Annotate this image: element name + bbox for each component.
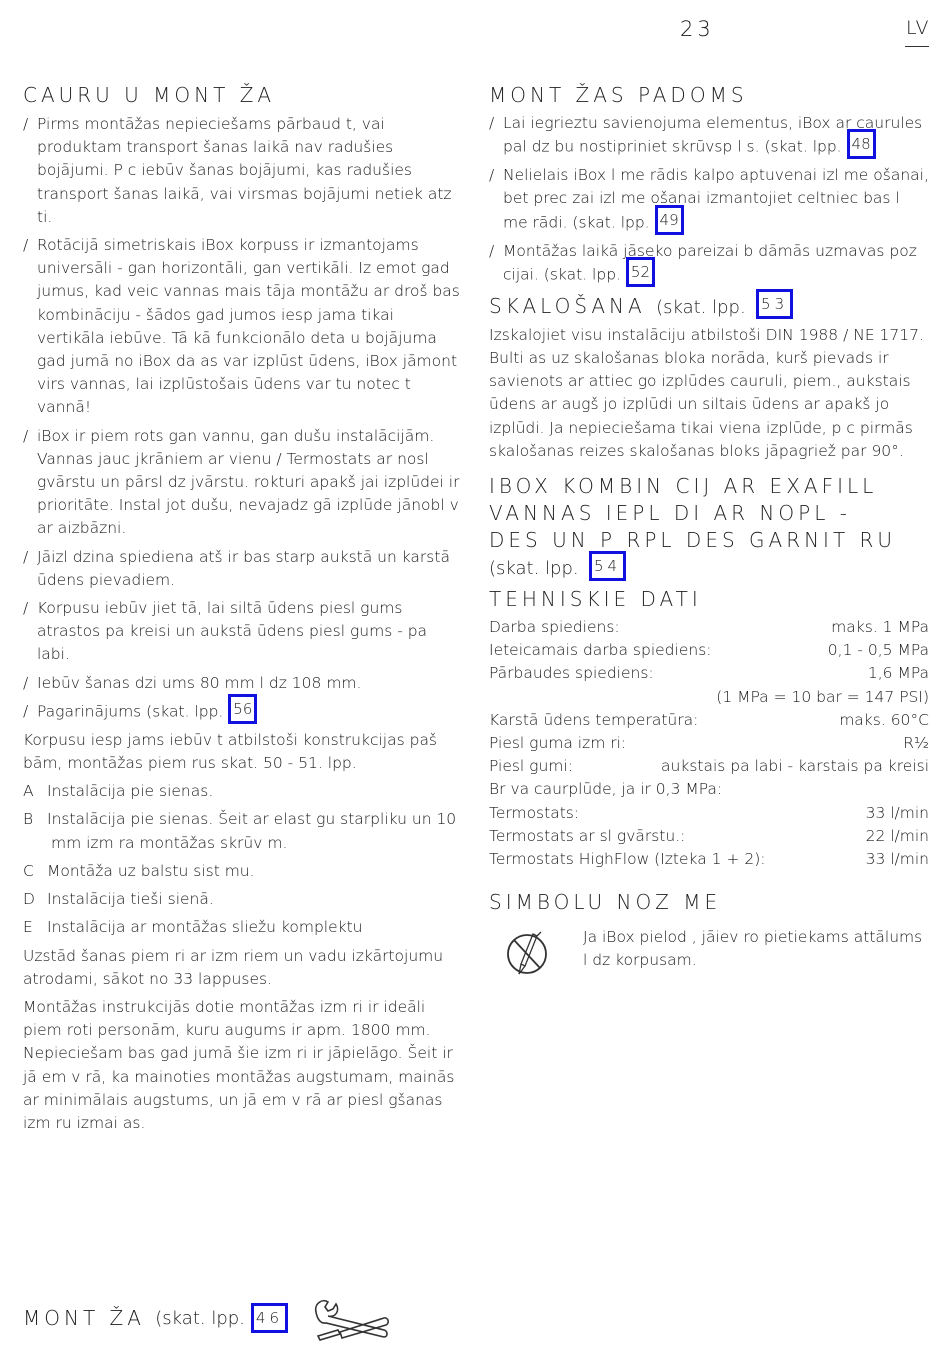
table-row: (1 MPa = 10 bar = 147 PSI) (716, 687, 929, 706)
footer-section-title: MONT ŽA (skat. lpp. 46 (23, 1303, 288, 1333)
list-item: / Korpusu iebūv jiet tā, lai siltā ūdens piesl gums atrastos pa kreisi un aukstā ūdens piesl gums - pa labi. (23, 599, 428, 664)
page-ref-link[interactable]: 46 (251, 1303, 288, 1333)
table-row: Termostats HighFlow (Izteka 1 + 2): 33 l/min (489, 850, 929, 869)
table-row: Termostats ar sl gvārstu.: 22 l/min (489, 826, 929, 845)
option-e: E Instalācija ar montāžas sliežu komplektu (23, 918, 363, 937)
option-c: C Montāža uz balstu sist mu. (23, 861, 255, 880)
list-item: / Iebūv šanas dzi ums 80 mm l dz 108 mm. (23, 673, 362, 692)
section-title-pipe-installation: CAURU U MONT ŽA (23, 83, 276, 107)
paragraph: Uzstād šanas piem ri ar izm riem un vadu izkārtojumu atrodami, sākot no 33 lappuses. (23, 946, 444, 988)
symbol-description: Ja iBox pielod , jāiev ro pietiekams attālums l dz korpusam. (583, 928, 923, 970)
section-title-combination: IBOX KOMBIN CIJ AR EXAFILL VANNAS IEPL DI AR NOPL - DES UN P RPL DES GARNIT RU (skat. lpp. 54 (489, 474, 897, 580)
language-code: LV (906, 17, 930, 39)
section-title-flushing: SKALOŠANA (skat. lpp. 53 (489, 293, 929, 321)
table-row: Piesl gumi: aukstais pa labi - karstais pa kreisi (489, 757, 929, 776)
page-ref-link[interactable]: 49 (655, 205, 684, 235)
right-column (489, 82, 929, 984)
section-title-symbols: SIMBOLU NOZ ME (489, 890, 722, 915)
table-row: Darba spiediens: maks. 1 MPa (489, 618, 929, 637)
list-item: / iBox ir piem rots gan vannu, gan dušu instalācijām. Vannas jauc jkrāniem ar vienu / Termostats ar nosl gvārstu un pārsl dz jvārstu. rokturi apakš jai izplūdei ir prioritāte. Instal jot dušu, nevajadz gā izplūde jānobl v ar aizbāzni. (23, 426, 460, 538)
paragraph: Korpusu iesp jams iebūv t atbilstoši konstrukcijas paš bām, montāžas piem rus skat. 50 - 51. lpp. (23, 730, 438, 773)
technical-data-table (489, 616, 929, 871)
list-item: / Montāžas laikā jāseko pareizai b dāmās uzmavas poz cijai. (skat. lpp. 52 (489, 240, 929, 287)
left-column (23, 82, 460, 1140)
table-row: Ieteicamais darba spiediens: 0,1 - 0,5 MPa (489, 641, 929, 660)
table-row: Piesl guma izm ri: R½ (489, 734, 929, 753)
page-ref-link[interactable]: 54 (589, 551, 626, 581)
section-title-installation-tips: MONT ŽAS PADOMS (489, 83, 748, 107)
list-item-extension: / Pagarinājums (skat. lpp. 56 (23, 700, 460, 724)
list-item: / Jāizl dzina spiediena atš ir bas starp aukstā un karstā ūdens pievadiem. (23, 547, 450, 589)
page-ref-link[interactable]: 56 (228, 694, 257, 724)
paragraph: Izskalojiet visu instalāciju atbilstoši DIN 1988 / NE 1717. Bulti as uz skalošanas bloka norāda, kurš pievads ir savienots ar attiec go izplūdes cauruli, piem., aukstais ūdens ar augš jo izplūdi un siltais ūdens ar apakš jo izplūdi. Ja nepieciešama tikai viena izplūde, p c pirmās skalošanas reizes skalošanas bloks jāpagriež par 90°. (489, 325, 924, 460)
page-ref-link[interactable]: 52 (626, 257, 655, 287)
page-header (0, 14, 950, 50)
option-a: A Instalācija pie sienas. (23, 782, 214, 801)
no-soldering-icon (503, 926, 551, 984)
table-row: Termostats: 33 l/min (489, 803, 929, 822)
page-ref-link[interactable]: 53 (756, 289, 793, 319)
language-underline (905, 46, 929, 47)
table-row: Br va caurplūde, ja ir 0,3 MPa: (489, 780, 723, 799)
list-item: / Nelielais iBox l me rādis kalpo aptuvenai izl me ošanai, bet prec zai izl me ošanai izmantojiet celtniec bas l me rādi. (skat. lpp. 49 (489, 164, 929, 234)
list-item: / Rotācijā simetriskais iBox korpuss ir izmantojams universāli - gan horizontāli, gan vertikāli. Iz emot gad jumus, kad veic vannas mais tāja montāžu ar droš bas kombināciju - šādos gad jumos iesp jama tikai vertikāla iebūve. Tā kā funkcionālo deta u bojājuma gad jumā no iBox da as var izplūst ūdens, iBox jāmont virs vannas, lai izplūstošais ūdens var tu notec t vannā! (23, 236, 460, 417)
symbol-row (489, 926, 929, 984)
page-ref-link[interactable]: 48 (847, 129, 876, 159)
option-b: B Instalācija pie sienas. Šeit ar elast gu starpliku un 10 mm izm ra montāžas skrūv m. (23, 810, 457, 852)
table-row: Karstā ūdens temperatūra: maks. 60°C (489, 710, 929, 729)
page-number: 23 (680, 17, 715, 41)
list-item: / Lai iegrieztu savienojuma elementus, iBox ar caurules pal dz bu nostipriniet skrūvsp l s. (skat. lpp. 48 (489, 112, 929, 159)
section-title-technical-data: TEHNISKIE DATI (489, 587, 702, 612)
option-d: D Instalācija tieši sienā. (23, 890, 214, 909)
paragraph: Montāžas instrukcijās dotie montāžas izm ri ir ideāli piem roti personām, kuru augums ir apm. 1800 mm. Nepieciešam bas gad jumā šie izm ri ir jāpielāgo. Šeit ir jā em v rā, ka mainoties montāžas augstumam, mainās ar minimālais augstums, un jā em v rā ar piesl gšanas izm ru izmai as. (23, 997, 455, 1132)
list-item: / Pirms montāžas nepieciešams pārbaud t, vai produktam transport šanas laikā nav radušies bojājumi. P c iebūv šanas bojājumi, kas radušies transport šanas laikā, vai virsmas bojājumi netiek atz ti. (23, 115, 452, 226)
wrench-screwdriver-icon (312, 1294, 390, 1350)
table-row: Pārbaudes spiediens: 1,6 MPa (489, 664, 929, 683)
